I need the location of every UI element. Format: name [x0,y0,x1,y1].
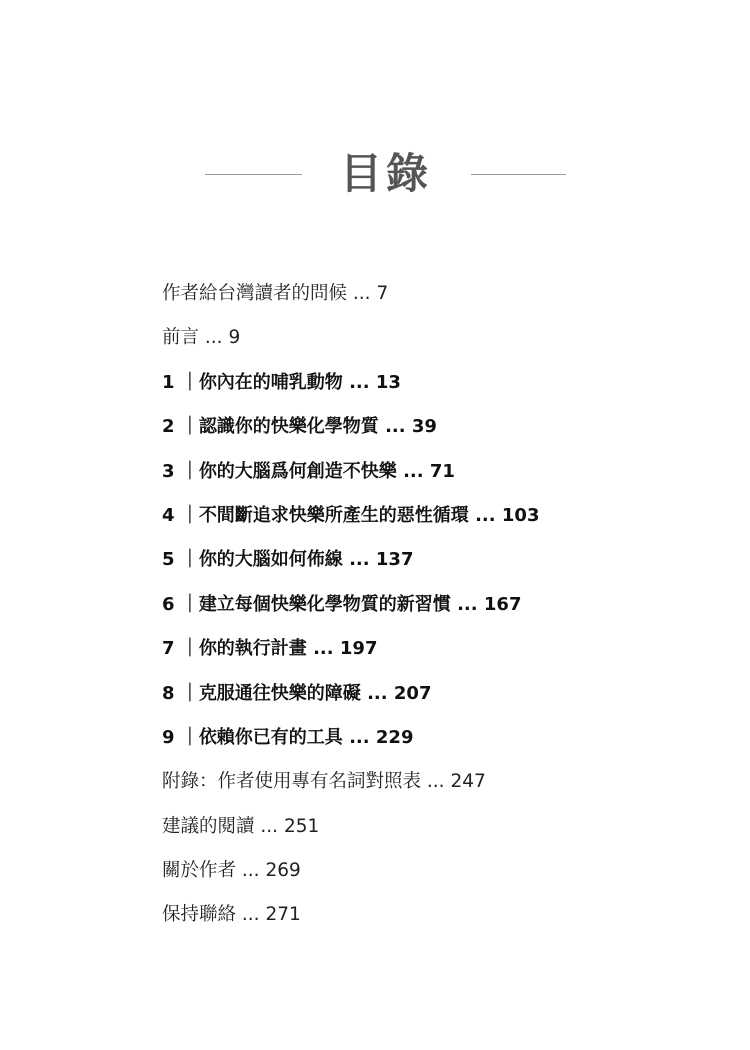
toc-entry-title: 保持聯絡 [162,904,237,926]
chapter-separator: ｜ [180,371,199,393]
toc-page-number: 103 [501,504,540,526]
toc-page-number: 197 [339,638,378,660]
toc-entry[interactable] [162,805,722,849]
toc-entry-title: 不間斷追求快樂所產生的惡性循環 [198,504,469,526]
toc-leader: ... [260,815,279,837]
toc-entry-title: 附錄：作者使用專有名詞對照表 [162,771,422,793]
toc-page-number: 251 [283,815,320,837]
toc-entry[interactable] [162,627,722,671]
toc-entry[interactable] [162,760,722,804]
toc-leader: ... [385,416,406,438]
toc-entry[interactable] [162,849,722,893]
toc-entry-title: 依賴你已有的工具 [198,726,343,748]
toc-list [162,272,722,938]
toc-entry[interactable] [162,361,722,405]
chapter-separator: ｜ [180,416,199,438]
chapter-number: 2 [162,416,175,438]
toc-page-number: 137 [375,549,414,571]
toc-leader: ... [403,460,424,482]
toc-page-number: 167 [483,593,522,615]
toc-leader: ... [367,682,388,704]
toc-entry[interactable] [162,538,722,582]
toc-leader: ... [352,283,371,304]
toc-entry[interactable] [162,893,722,937]
toc-entry-title: 你的大腦爲何創造不快樂 [198,460,397,482]
chapter-number: 5 [162,549,175,571]
toc-entry-title: 作者給台灣讀者的問候 [162,283,348,304]
title-rule-left [205,174,302,175]
toc-entry-title: 建立每個快樂化學物質的新習慣 [198,593,451,615]
toc-entry-title: 你的大腦如何佈線 [198,549,343,571]
chapter-separator: ｜ [180,593,199,615]
toc-page-number: 207 [393,682,432,704]
toc-entry-title: 克服通往快樂的障礙 [198,682,361,704]
chapter-separator: ｜ [180,638,199,660]
toc-entry[interactable] [162,405,722,449]
toc-page-number: 9 [228,327,241,349]
toc-leader: ... [241,860,260,882]
toc-page-number: 39 [411,416,437,438]
title-rule-right [471,174,566,175]
chapter-number: 1 [162,371,175,393]
toc-entry-title: 建議的閱讀 [162,815,255,837]
toc-entry-title: 認識你的快樂化學物質 [198,416,379,438]
chapter-number: 4 [162,504,175,526]
toc-page-number: 71 [429,460,455,482]
toc-leader: ... [426,771,445,793]
chapter-number: 6 [162,593,175,615]
toc-leader: ... [475,504,496,526]
toc-entry[interactable] [162,272,722,316]
chapter-number: 3 [162,460,175,482]
toc-entry[interactable] [162,494,722,538]
page-title: 目錄 [339,149,432,198]
toc-entry[interactable] [162,583,722,627]
toc-leader: ... [241,904,260,926]
toc-leader: ... [349,549,370,571]
chapter-number: 9 [162,726,175,748]
toc-page-number: 269 [265,860,301,882]
toc-page-number: 13 [375,371,401,393]
chapter-separator: ｜ [180,726,199,748]
chapter-number: 8 [162,682,175,704]
toc-entry[interactable] [162,716,722,760]
toc-leader: ... [457,593,478,615]
toc-entry-title: 前言 [162,327,200,349]
chapter-number: 7 [162,638,175,660]
toc-leader: ... [313,638,334,660]
chapter-separator: ｜ [180,460,199,482]
toc-entry[interactable] [162,316,722,360]
toc-entry-title: 你的執行計畫 [198,638,307,660]
toc-entry[interactable] [162,450,722,494]
toc-page-number: 7 [376,283,389,304]
chapter-separator: ｜ [180,682,199,704]
title-header [0,145,750,205]
toc-leader: ... [349,371,370,393]
toc-leader: ... [349,726,370,748]
toc-entry[interactable] [162,672,722,716]
chapter-separator: ｜ [180,549,199,571]
toc-leader: ... [204,327,223,349]
toc-page-number: 271 [265,904,301,926]
toc-entry-title: 你內在的哺乳動物 [198,371,343,393]
toc-page-number: 247 [450,771,486,793]
toc-page-number: 229 [375,726,414,748]
chapter-separator: ｜ [180,504,199,526]
toc-entry-title: 關於作者 [162,860,237,882]
